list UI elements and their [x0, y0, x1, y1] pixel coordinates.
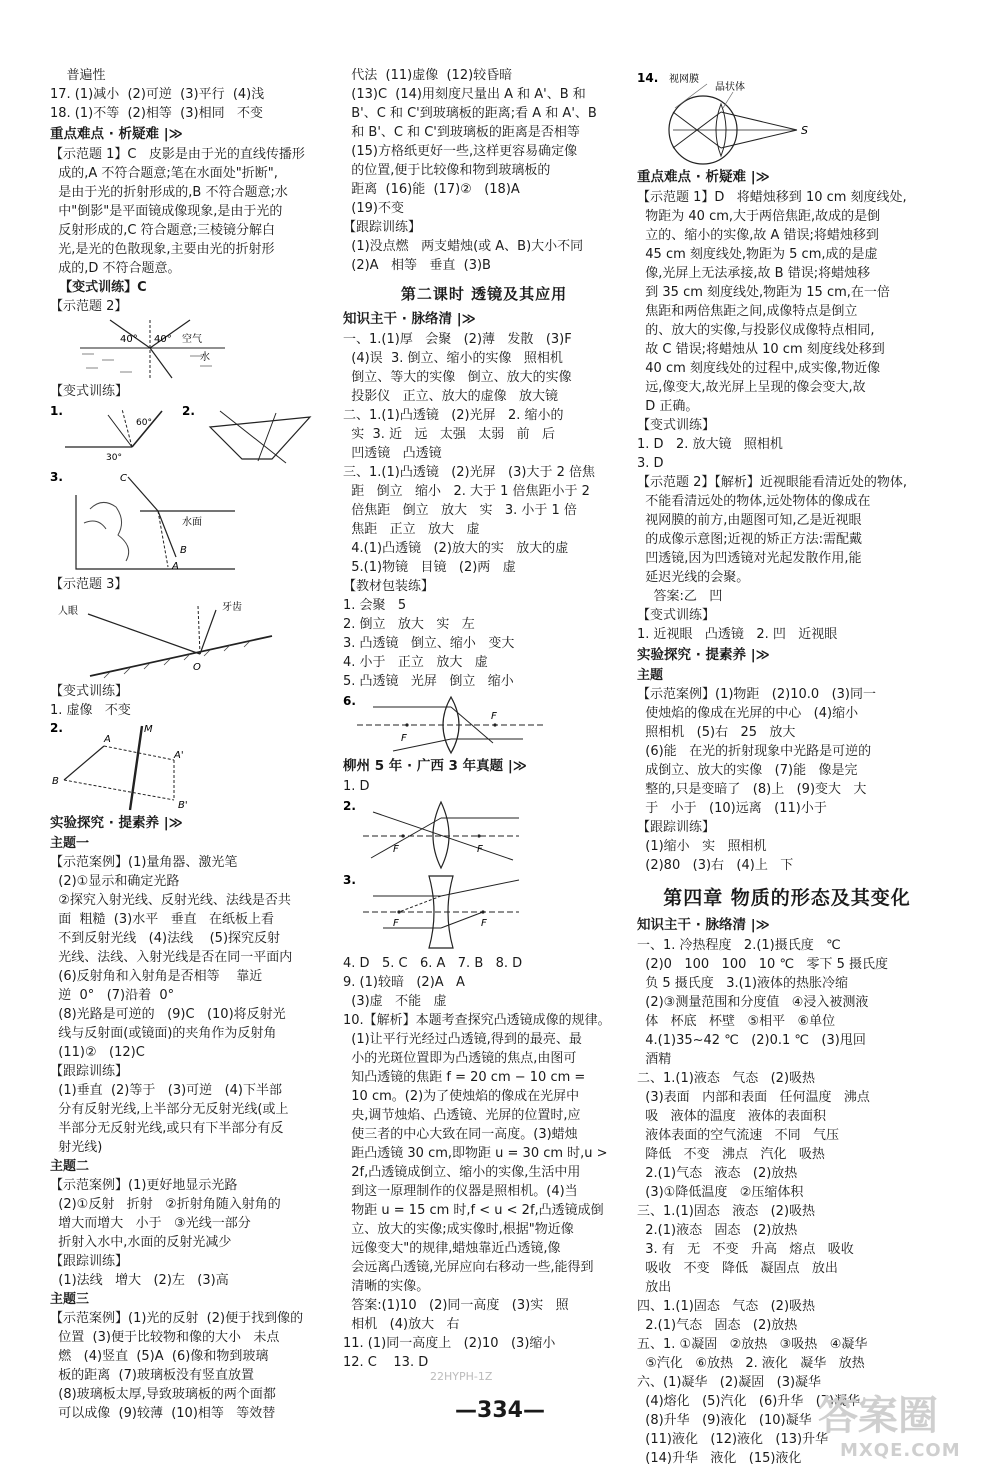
- fig-num-3: 3.: [50, 470, 63, 484]
- text-line: 使三者的中心大致在同一高度。(3)蜡烛: [343, 1127, 578, 1142]
- text-line: 吸 液体的温度 液体的表面积: [637, 1109, 827, 1124]
- text-line: 板的距离 (7)玻璃板没有竖直放置: [50, 1368, 254, 1383]
- text-line: (8)光路是可逆的 (9)C (10)将反射光: [50, 1007, 286, 1022]
- text-line: 远,像变大,故光屏上呈现的像会变大,故: [637, 380, 866, 395]
- text-line: 和 B'、C 和 C'到玻璃板的距离是否相等: [343, 125, 580, 140]
- watermark-bottom: MXQE.COM: [840, 1440, 961, 1461]
- text-line: (2)①反射 折射 ②折射角随入射角的: [50, 1197, 281, 1212]
- text-line: 不能看清远处的物体,远处物体的像成在: [637, 494, 871, 509]
- fig-num-1: 1.: [50, 404, 63, 418]
- text-line: 小的光斑位置即为凸透镜的焦点,由图可: [343, 1051, 577, 1066]
- text-line: (2)80 (3)右 (4)上 下: [637, 858, 794, 873]
- text-line: 立、放大的实像;成实像时,根据"物近像: [343, 1222, 574, 1237]
- text-line: 的成像示意图;近视的矫正方法:需配戴: [637, 532, 863, 547]
- text-line: 5.(1)物镜 目镜 (2)两 虚: [343, 560, 516, 575]
- text-line: 面 粗糙 (3)水平 垂直 在纸板上看: [50, 912, 275, 927]
- figure-3: [343, 872, 625, 952]
- focus-right: F: [491, 711, 497, 722]
- angle-label-1: 40°: [120, 334, 138, 345]
- text-line: 【变式训练】C: [50, 280, 147, 295]
- text-line: 凹透镜 凸透镜: [343, 446, 442, 461]
- text-line: 10 cm。(2)为了使烛焰的像成在光屏中: [343, 1089, 580, 1104]
- text-line: 成倒立、放大的实像 (7)能 像是完: [637, 763, 858, 778]
- text-line: 【跟踪训练】: [637, 820, 716, 835]
- text-line: 线与反射面(或镜面)的夹角作为反射角: [50, 1026, 277, 1041]
- page-number: —334—: [455, 1398, 545, 1423]
- text-line: (6)反射角和入射角是否相等 靠近: [50, 969, 263, 984]
- figure-bs-3: [50, 469, 330, 573]
- text-line: 一、1. 冷热程度 2.(1)摄氏度 ℃: [637, 938, 841, 953]
- text-line: (6)能 在光的折射现象中光路是可逆的: [637, 744, 872, 759]
- text-line: 央,调节烛焰、凸透镜、光屏的位置时,应: [343, 1108, 581, 1123]
- text-line: 12. C 13. D: [343, 1355, 429, 1370]
- text-line: 成的,A 不符合题意;笔在水面处"折断",: [50, 166, 278, 181]
- water-surface-label: 水面: [182, 517, 202, 528]
- text-line: 主题三: [50, 1292, 90, 1307]
- angle-label-2: 40°: [154, 334, 172, 345]
- section-heading: 柳州 5 年 · 广西 3 年真题 |≫: [343, 758, 527, 774]
- text-line: 射光线): [50, 1140, 103, 1155]
- text-line: 【变式训练】: [637, 608, 716, 623]
- text-line: (15)方格纸更好一些,这样更容易确定像: [343, 144, 578, 159]
- label-B: B: [52, 776, 59, 787]
- text-line: 1. D 2. 放大镜 照相机: [637, 437, 783, 452]
- text-line: (2)0 100 100 10 ℃ 零下 5 摄氏度: [637, 957, 888, 972]
- text-line: 18. (1)不等 (2)相等 (3)相同 不变: [50, 106, 263, 121]
- text-line: B'、C 和 C'到玻璃板的距离;看 A 和 A'、B: [343, 106, 597, 121]
- text-line: 2. 倒立 放大 实 左: [343, 617, 475, 632]
- text-line: (3)表面 内部和表面 任何温度 沸点: [637, 1090, 870, 1105]
- text-line: 立的、缩小的实像,故 A 错误;将蜡烛移到: [637, 228, 879, 243]
- figure-bs-1-2: [50, 403, 330, 467]
- text-line: 延迟光线的会聚。: [637, 570, 750, 585]
- text-line: (1)让平行光经过凸透镜,得到的最亮、最: [343, 1032, 582, 1047]
- text-line: 吸收 不变 降低 凝固点 放出: [637, 1261, 838, 1276]
- text-line: 2.(1)气态 固态 (2)放热: [637, 1318, 798, 1333]
- text-line: 五、1. ①凝固 ②放热 ③吸热 ④凝华: [637, 1337, 868, 1352]
- text-line: 知凸透镜的焦距 f = 20 cm − 10 cm =: [343, 1070, 586, 1085]
- fig-num: 14.: [637, 71, 659, 85]
- text-line: 增大而增大 小于 ③光线一部分: [50, 1216, 251, 1231]
- text-line: (3)①降低温度 ②压缩体积: [637, 1185, 804, 1200]
- text-line: 4.(1)35~42 ℃ (2)0.1 ℃ (3)甩回: [637, 1033, 866, 1048]
- text-line: 光线、法线、入射光线是否在同一平面内: [50, 950, 293, 965]
- text-line: 【示范题 3】: [50, 577, 128, 592]
- text-line: 2f,凸透镜成倒立、缩小的实像,生活中用: [343, 1165, 581, 1180]
- text-line: (2)③测量范围和分度值 ④浸入被测液: [637, 995, 869, 1010]
- focus-right: F: [477, 844, 483, 855]
- focus-right: F: [481, 918, 487, 929]
- text-line: 1. 近视眼 凸透镜 2. 凹 近视眼: [637, 627, 838, 642]
- column-2: [343, 66, 625, 1372]
- text-line: 主题: [637, 668, 664, 683]
- lesson-title: 第二课时 透镜及其应用: [400, 285, 568, 303]
- text-line: (2)①显示和确定光路: [50, 874, 180, 889]
- focus-left: F: [393, 918, 399, 929]
- label-B-prime: B': [178, 800, 188, 811]
- text-line: 故 C 错误;将蜡烛从 10 cm 刻度线处移到: [637, 342, 885, 357]
- point-S: S: [801, 124, 808, 137]
- text-line: 焦距和两倍焦距之间,成像特点是倒立: [637, 304, 858, 319]
- text-line: 【变式训练】: [637, 418, 716, 433]
- text-line: 【示范题 2】【解析】近视眼能看清近处的物体,: [637, 475, 908, 490]
- text-line: 2.(1)气态 液态 (2)放热: [637, 1166, 798, 1181]
- text-line: 9. (1)较暗 (2)A A: [343, 975, 465, 990]
- text-line: 中"倒影"是平面镜成像现象,是由于光的: [50, 204, 283, 219]
- text-line: 二、1.(1)液态 气态 (2)吸热: [637, 1071, 816, 1086]
- figure-sp3: [50, 596, 330, 680]
- water-label: 水: [200, 352, 210, 363]
- text-line: 会远离凸透镜,光屏应向右移动一些,能得到: [343, 1260, 594, 1275]
- air-label: 空气: [182, 334, 202, 345]
- text-line: 【示范题 2】: [50, 299, 128, 314]
- text-line: 可以成像 (9)较薄 (10)相等 等效替: [50, 1406, 276, 1421]
- text-line: 倍焦距 倒立 放大 实 3. 小于 1 倍: [343, 503, 577, 518]
- text-line: 10.【解析】本题考查探究凸透镜成像的规律。: [343, 1013, 611, 1028]
- text-line: (1)缩小 实 照相机: [637, 839, 767, 854]
- text-line: (1)没点燃 两支蜡烛(或 A、B)大小不同: [343, 239, 584, 254]
- text-line: 于 小于 (10)远离 (11)小于: [637, 801, 827, 816]
- fig-num: 2.: [343, 799, 356, 813]
- section-heading: 实验探究 · 提素养 |≫: [637, 647, 770, 663]
- label-C: C: [120, 473, 127, 484]
- text-line: (11)② (12)C: [50, 1045, 145, 1060]
- text-line: 到 35 cm 刻度线处,物距为 15 cm,在一倍: [637, 285, 890, 300]
- text-line: 远像变大"的规律,蜡烛靠近凸透镜,像: [343, 1241, 561, 1256]
- text-line: 【示范案例】(1)更好地显示光路: [50, 1178, 238, 1193]
- text-line: 3. 有 无 不变 升高 熔点 吸收: [637, 1242, 854, 1257]
- text-line: 2.(1)液态 固态 (2)放热: [637, 1223, 798, 1238]
- text-line: 45 cm 刻度线处,物距为 5 cm,成的是虚: [637, 247, 878, 262]
- text-line: 降低 不变 沸点 汽化 吸热: [637, 1147, 825, 1162]
- text-line: 1. 虚像 不变: [50, 703, 131, 718]
- text-line: 11. (1)同一高度上 (2)10 (3)缩小: [343, 1336, 556, 1351]
- label-B: B: [180, 545, 187, 556]
- text-line: 整的,只是变暗了 (8)上 (9)变大 大: [637, 782, 867, 797]
- text-line: 到这一原理制作的仪器是照相机。(4)当: [343, 1184, 578, 1199]
- text-line: 答案:乙 凹: [637, 589, 723, 604]
- text-line: (11)液化 (12)液化 (13)升华: [637, 1432, 829, 1447]
- text-line: 主题一: [50, 836, 90, 851]
- text-line: 物距为 40 cm,大于两倍焦距,故成的是倒: [637, 209, 881, 224]
- figure-bs-2: [50, 722, 330, 812]
- text-line: (4)误 3. 倒立、缩小的实像 照相机: [343, 351, 563, 366]
- label-A: A: [172, 561, 179, 572]
- angle-30: 30°: [106, 453, 122, 463]
- text-line: 照相机 (5)右 25 放大: [637, 725, 796, 740]
- text-line: 四、1.(1)固态 气态 (2)吸热: [637, 1299, 816, 1314]
- section-heading: 知识主干 · 脉络清 |≫: [343, 311, 476, 327]
- text-line: 成的,D 不符合题意。: [50, 261, 181, 276]
- text-line: 【跟踪训练】: [343, 220, 422, 235]
- text-line: 反射形成的,C 符合题意;三棱镜分解白: [50, 223, 275, 238]
- text-line: 负 5 摄氏度 3.(1)液体的热胀冷缩: [637, 976, 849, 991]
- text-line: 【示范案例】(1)物距 (2)10.0 (3)同一: [637, 687, 876, 702]
- watermark-logo: [812, 1390, 982, 1466]
- text-line: (13)C (14)用刻度尺量出 A 和 A'、B 和: [343, 87, 586, 102]
- text-line: 【跟踪训练】: [50, 1254, 129, 1269]
- text-line: 折射入水中,水面的反射光减少: [50, 1235, 232, 1250]
- figure-2: [343, 798, 625, 870]
- text-line: 视网膜的前方,由题图可知,乙是近视眼: [637, 513, 862, 528]
- text-line: 距凸透镜 30 cm,即物距 u = 30 cm 时,u >: [343, 1146, 608, 1161]
- text-line: 酒精: [637, 1052, 672, 1067]
- text-line: 代法 (11)虚像 (12)较昏暗: [343, 68, 513, 83]
- text-line: D 正确。: [637, 399, 699, 414]
- text-line: 【教材包装练】: [343, 579, 435, 594]
- section-heading: 知识主干 · 脉络清 |≫: [637, 917, 770, 933]
- text-line: 位置 (3)便于比较物和像的大小 未点: [50, 1330, 280, 1345]
- text-line: 倒立、等大的实像 倒立、放大的实像: [343, 370, 572, 385]
- text-line: 40 cm 刻度线处的过程中,成实像,物近像: [637, 361, 881, 376]
- focus-left: F: [393, 844, 399, 855]
- lens-label: 晶状体: [715, 82, 745, 93]
- text-line: 一、1.(1)厚 会聚 (2)薄 发散 (3)F: [343, 332, 572, 347]
- label-O: O: [193, 662, 201, 673]
- fig-num: 2.: [50, 722, 63, 735]
- text-line: (14)升华 液化 (15)液化: [637, 1451, 802, 1466]
- text-line: 燃 (4)竖直 (5)A (6)像和物到玻璃: [50, 1349, 269, 1364]
- text-line: 实 3. 近 远 太强 太弱 前 后: [343, 427, 556, 442]
- eye-label: 人眼: [58, 606, 78, 617]
- text-line: 像,光屏上无法承接,故 B 错误;将蜡烛移: [637, 266, 871, 281]
- label-M: M: [144, 724, 153, 735]
- text-line: (2)A 相等 垂直 (3)B: [343, 258, 491, 273]
- text-line: 六、(1)凝华 (2)凝固 (3)凝华: [637, 1375, 822, 1390]
- text-line: 分有反射光线,上半部分无反射光线(或上: [50, 1102, 289, 1117]
- text-line: 17. (1)减小 (2)可逆 (3)平行 (4)浅: [50, 87, 265, 102]
- text-line: 焦距 正立 放大 虚: [343, 522, 480, 537]
- text-line: 【示范案例】(1)光的反射 (2)便于找到像的: [50, 1311, 304, 1326]
- text-line: 放出: [637, 1280, 672, 1295]
- text-line: 凹透镜,因为凹透镜对光起发散作用,能: [637, 551, 862, 566]
- retina-label: 视网膜: [669, 74, 699, 85]
- text-line: 使烛焰的像成在光屏的中心 (4)缩小: [637, 706, 859, 721]
- text-line: 物距 u = 15 cm 时,f < u < 2f,凸透镜成倒: [343, 1203, 604, 1218]
- label-A: A: [104, 734, 111, 745]
- text-line: 主题二: [50, 1159, 90, 1174]
- chapter-title: 第四章 物质的形态及其变化: [663, 887, 911, 909]
- text-line: 【变式训练】: [50, 684, 129, 699]
- text-line: 3. D: [637, 456, 664, 471]
- text-line: (1)垂直 (2)等于 (3)可逆 (4)下半部: [50, 1083, 282, 1098]
- print-code: 22HYPH-1Z: [430, 1370, 493, 1383]
- text-line: 的、放大的实像,与投影仪成像特点相同,: [637, 323, 875, 338]
- text-line: (1)法线 增大 (2)左 (3)高: [50, 1273, 229, 1288]
- text-line: 1. 会聚 5: [343, 598, 407, 613]
- text-line: 相机 (4)放大 右: [343, 1317, 460, 1332]
- text-line: 4. D 5. C 6. A 7. B 8. D: [343, 956, 523, 971]
- text-line: 【变式训练】: [50, 384, 129, 399]
- text-line: 不到反射光线 (4)法线 (5)探究反射: [50, 931, 281, 946]
- text-line: 三、1.(1)固态 液态 (2)吸热: [637, 1204, 816, 1219]
- fig-num: 3.: [343, 873, 356, 887]
- text-line: (4)熔化 (5)汽化 (6)升华 (7)凝华: [637, 1394, 861, 1409]
- text-line: 投影仪 正立、放大的虚像 放大镜: [343, 389, 559, 404]
- section-heading: 实验探究 · 提素养 |≫: [50, 815, 183, 831]
- column-3: [637, 66, 937, 1468]
- watermark-top: 答案圈: [818, 1393, 938, 1439]
- text-line: 清晰的实像。: [343, 1279, 430, 1294]
- text-line: 的位置,便于比较像和物到玻璃板的: [343, 163, 551, 178]
- text-line: 【跟踪训练】: [50, 1064, 129, 1079]
- text-line: 体 杯底 杯壁 ⑤相平 ⑥单位: [637, 1014, 836, 1029]
- text-line: ②探究入射光线、反射光线、法线是否共: [50, 893, 291, 908]
- text-line: 普遍性: [50, 68, 106, 83]
- text-line: 【示范案例】(1)量角器、激光笔: [50, 855, 238, 870]
- fig-num-2: 2.: [182, 404, 195, 418]
- text-line: 4. 小于 正立 放大 虚: [343, 655, 488, 670]
- text-line: (8)玻璃板太厚,导致玻璃板的两个面都: [50, 1387, 276, 1402]
- angle-60: 60°: [136, 418, 152, 428]
- figure-14-eye: [637, 68, 937, 166]
- text-line: ⑤汽化 ⑥放热 2. 液化 凝华 放热: [637, 1356, 865, 1371]
- figure-sp2: [50, 318, 330, 380]
- figure-6: [343, 693, 625, 755]
- focus-left: F: [401, 733, 407, 744]
- text-line: 逆 0° (7)沿着 0°: [50, 988, 175, 1003]
- text-line: 是由于光的折射形成的,B 不符合题意;水: [50, 185, 288, 200]
- text-line: 3. 凸透镜 倒立、缩小 变大: [343, 636, 515, 651]
- text-line: 【示范题 1】D 将蜡烛移到 10 cm 刻度线处,: [637, 190, 907, 205]
- text-line: (19)不变: [343, 201, 404, 216]
- text-line: 5. 凸透镜 光屏 倒立 缩小: [343, 674, 514, 689]
- text-line: 答案:(1)10 (2)同一高度 (3)实 照: [343, 1298, 569, 1313]
- text-line: (8)升华 (9)液化 (10)凝华: [637, 1413, 812, 1428]
- fig-num: 6.: [343, 694, 356, 708]
- label-A-prime: A': [174, 750, 184, 761]
- text-line: (3)虚 不能 虚: [343, 994, 447, 1009]
- text-line: 液体表面的空气流速 不同 气压: [637, 1128, 840, 1143]
- text-line: 1. D: [343, 779, 370, 794]
- teeth-label: 牙齿: [222, 602, 242, 613]
- column-1: [50, 66, 330, 1423]
- text-line: 光,是光的色散现象,主要由光的折射形: [50, 242, 275, 257]
- section-heading: 重点难点 · 析疑难 |≫: [637, 169, 770, 185]
- text-line: 三、1.(1)凸透镜 (2)光屏 (3)大于 2 倍焦: [343, 465, 595, 480]
- text-line: 4.(1)凸透镜 (2)放大的实 放大的虚: [343, 541, 569, 556]
- section-heading: 重点难点 · 析疑难 |≫: [50, 126, 183, 142]
- text-line: 二、1.(1)凸透镜 (2)光屏 2. 缩小的: [343, 408, 564, 423]
- text-line: 【示范题 1】C 皮影是由于光的直线传播形: [50, 147, 305, 162]
- text-line: 距 倒立 缩小 2. 大于 1 倍焦距小于 2: [343, 484, 590, 499]
- text-line: 半部分无反射光线,或只有下半部分有反: [50, 1121, 284, 1136]
- text-line: 距离 (16)能 (17)② (18)A: [343, 182, 520, 197]
